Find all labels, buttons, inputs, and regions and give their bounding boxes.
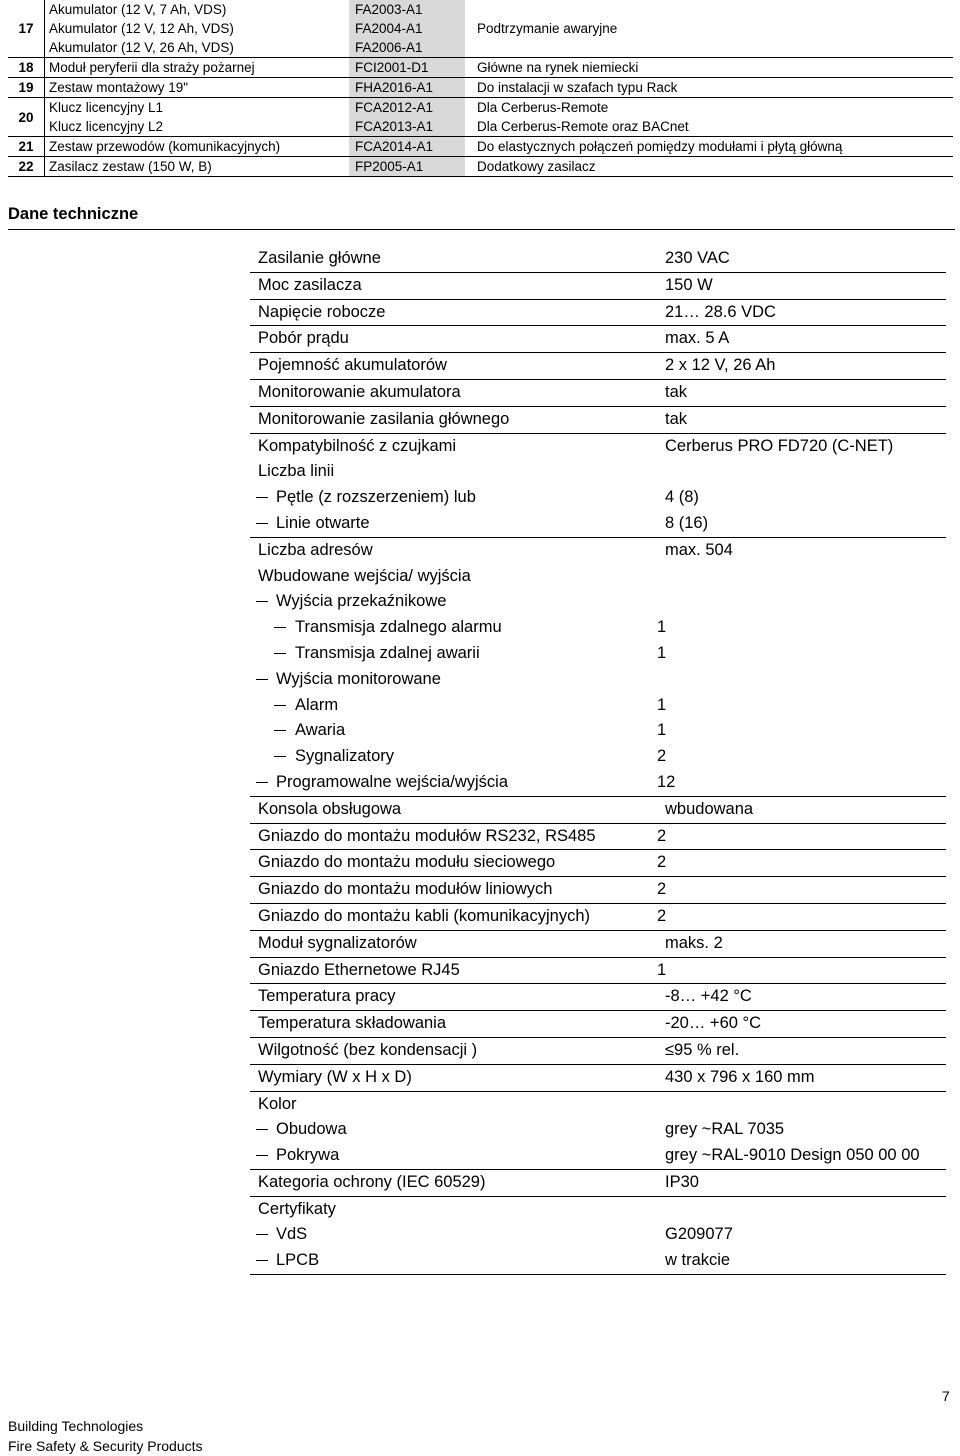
spec-row [250,1065,946,1092]
spec-label: Kolor [258,1094,297,1113]
spec-value: maks. 2 [665,933,723,952]
part-name-line: Akumulator (12 V, 26 Ah, VDS) [49,40,234,55]
spec-value: G209077 [665,1225,733,1244]
bullet-dash [274,730,286,731]
technical-data-table [250,246,946,1275]
part-description [465,157,953,177]
footer-division: Fire Safety & Security Products [8,1438,203,1454]
part-code-line: FCA2014-A1 [355,139,434,154]
part-code-line: FCI2001-D1 [355,60,429,75]
part-name-line: Zestaw przewodów (komunikacyjnych) [49,139,281,154]
spec-label: Moc zasilacza [258,275,362,294]
spec-value: IP30 [665,1172,699,1191]
part-code-line: FCA2013-A1 [355,119,434,134]
spec-label: Monitorowanie zasilania głównego [258,409,510,428]
part-name-line: Akumulator (12 V, 12 Ah, VDS) [49,21,234,36]
spec-row [250,1092,946,1118]
spec-value: 230 VAC [665,249,730,267]
spec-label: Wbudowane wejścia/ wyjścia [258,566,471,585]
spec-label: Kompatybilność z czujkami [258,436,457,455]
part-description-line: Podtrzymanie awaryjne [477,21,618,36]
bullet-dash [256,1260,268,1261]
part-code-line: FA2004-A1 [355,21,423,36]
part-description [465,78,953,98]
spec-value: 12 [657,772,676,791]
part-code [349,58,465,78]
spec-label: Alarm [295,695,339,714]
spec-label: Kategoria ochrony (IEC 60529) [258,1172,486,1191]
spec-row [250,770,946,797]
spec-row [250,1170,946,1197]
spec-label: Zasilanie główne [258,249,381,267]
spec-label: LPCB [276,1251,320,1270]
spec-row [250,380,946,407]
spec-value: 2 [657,826,667,845]
part-name [45,0,350,58]
spec-value: 150 W [665,275,713,294]
spec-label: Wilgotność (bez kondensacji ) [258,1040,478,1059]
part-code-line: FA2003-A1 [355,2,423,17]
spec-value: 2 x 12 V, 26 Ah [665,356,776,375]
part-description [465,98,953,137]
spec-label: Linie otwarte [276,513,370,532]
spec-label: Gniazdo do montażu modułów RS232, RS485 [258,826,596,845]
spec-label: Wymiary (W x H x D) [258,1067,412,1086]
part-name [45,98,350,137]
spec-label: Wyjścia monitorowane [276,669,441,688]
spec-value: wbudowana [665,799,754,818]
spec-label: Transmisja zdalnej awarii [295,643,480,662]
spec-row [250,273,946,300]
spec-label: Sygnalizatory [295,747,395,766]
part-row [8,98,953,137]
spec-label: VdS [276,1225,308,1244]
part-number: 20 [8,98,45,137]
footer-company: Building Technologies [8,1418,144,1434]
part-code-line: FP2005-A1 [355,159,424,174]
part-description-line: Do instalacji w szafach typu Rack [477,80,678,95]
spec-label: Liczba linii [258,462,335,481]
accessories-table [8,0,953,177]
part-code-line: FCA2012-A1 [355,100,434,115]
spec-row [250,984,946,1011]
spec-label: Programowalne wejścia/wyjścia [276,772,508,791]
spec-row [250,1117,946,1143]
spec-label: Wyjścia przekaźnikowe [276,592,447,611]
part-row [8,0,953,58]
spec-row [250,1011,946,1038]
part-name [45,157,350,177]
bullet-dash [274,653,286,654]
part-number: 22 [8,157,45,177]
spec-label: Moduł sygnalizatorów [258,933,417,952]
part-name [45,58,350,78]
spec-value: ≤95 % rel. [665,1040,740,1059]
spec-row [250,1038,946,1065]
spec-value: -8… +42 °C [665,987,752,1006]
bullet-dash [256,601,268,602]
bullet-dash [256,1155,268,1156]
part-description-line: Główne na rynek niemiecki [477,60,639,75]
part-code [349,0,465,58]
spec-value: w trakcie [665,1251,731,1270]
spec-row [250,353,946,380]
spec-row [250,904,946,931]
spec-label: Liczba adresów [258,540,373,559]
bullet-dash [274,756,286,757]
spec-row [250,931,946,958]
part-name-line: Klucz licencyjny L1 [49,100,164,115]
bullet-dash [256,1129,268,1130]
spec-label: Monitorowanie akumulatora [258,382,461,401]
spec-label: Temperatura składowania [258,1014,447,1033]
spec-row [250,667,946,693]
part-number: 19 [8,78,45,98]
spec-label: Gniazdo Ethernetowe RJ45 [258,960,460,979]
bullet-dash [256,1234,268,1235]
spec-value: tak [665,382,688,401]
spec-row [250,459,946,485]
spec-value: 21… 28.6 VDC [665,302,776,321]
spec-value: max. 504 [665,540,733,559]
spec-row [250,538,946,564]
spec-value: 8 (16) [665,513,709,532]
spec-row [250,877,946,904]
spec-value: 430 x 796 x 160 mm [665,1067,815,1086]
spec-label: Certyfikaty [258,1199,336,1218]
spec-row [250,615,946,641]
part-row [8,78,953,98]
spec-value: 2 [657,853,667,872]
spec-value: 1 [657,643,667,662]
spec-label: Temperatura pracy [258,987,396,1006]
spec-label: Pętle (z rozszerzeniem) lub [276,488,476,507]
part-row [8,157,953,177]
part-name [45,78,350,98]
part-name-line: Akumulator (12 V, 7 Ah, VDS) [49,2,227,17]
spec-label: Pobór prądu [258,329,349,348]
part-description-line: Dla Cerberus-Remote [477,100,609,115]
spec-row [250,1222,946,1248]
spec-row [250,434,946,460]
spec-label: Konsola obsługowa [258,799,402,818]
spec-label: Gniazdo do montażu kabli (komunikacyjnych) [258,906,590,925]
spec-value: -20… +60 °C [665,1014,762,1033]
spec-row [250,824,946,851]
spec-row [250,300,946,327]
bullet-dash [274,627,286,628]
part-description [465,0,953,58]
footer [8,1416,203,1456]
bullet-dash [274,705,286,706]
spec-label: Pokrywa [276,1146,340,1165]
part-name-line: Zestaw montażowy 19" [49,80,189,95]
part-code-line: FHA2016-A1 [355,80,434,95]
spec-row [250,246,946,273]
spec-value: 2 [657,747,667,766]
spec-value: 1 [657,960,667,979]
spec-label: Obudowa [276,1120,347,1139]
page-number: 7 [942,1388,950,1404]
part-code [349,98,465,137]
part-code [349,137,465,157]
spec-row [250,797,946,824]
spec-row [250,1197,946,1223]
spec-row [250,511,946,538]
spec-label: Awaria [295,721,346,740]
part-code [349,157,465,177]
spec-value: grey ~RAL-9010 Design 050 00 00 [665,1146,920,1165]
spec-value: tak [665,409,688,428]
part-name [45,137,350,157]
part-number: 18 [8,58,45,78]
spec-label: Gniazdo do montażu modułów liniowych [258,880,553,899]
part-description-line: Do elastycznych połączeń pomiędzy modułami i płytą główną [477,139,843,154]
spec-label: Gniazdo do montażu modułu sieciowego [258,853,556,872]
spec-row [250,407,946,434]
spec-value: 1 [657,721,667,740]
spec-row [250,641,946,667]
bullet-dash [256,679,268,680]
bullet-dash [256,782,268,783]
spec-label: Napięcie robocze [258,302,386,321]
spec-value: 4 (8) [665,488,699,507]
section-title: Dane techniczne [8,202,955,230]
part-number: 17 [8,0,45,58]
bullet-dash [256,523,268,524]
part-number: 21 [8,137,45,157]
spec-value: Cerberus PRO FD720 (C-NET) [665,436,894,455]
spec-row [250,693,946,719]
spec-value: 1 [657,695,667,714]
spec-row [250,589,946,615]
part-name-line: Zasilacz zestaw (150 W, B) [49,159,212,174]
spec-row [250,564,946,590]
spec-label: Pojemność akumulatorów [258,356,447,375]
part-name-line: Klucz licencyjny L2 [49,119,164,134]
spec-label: Transmisja zdalnego alarmu [295,618,502,637]
part-description-line: Dodatkowy zasilacz [477,159,596,174]
spec-row [250,958,946,985]
spec-value: grey ~RAL 7035 [665,1120,785,1139]
part-name-line: Moduł peryferii dla straży pożarnej [49,60,255,75]
spec-value: 2 [657,880,667,899]
spec-row [250,718,946,744]
part-row [8,58,953,78]
bullet-dash [256,497,268,498]
part-description-line: Dla Cerberus-Remote oraz BACnet [477,119,689,134]
spec-row [250,850,946,877]
spec-value: 2 [657,906,667,925]
spec-row [250,1248,946,1275]
spec-row [250,1143,946,1170]
part-code [349,78,465,98]
spec-row [250,744,946,770]
spec-row [250,485,946,511]
part-description [465,58,953,78]
spec-value: max. 5 A [665,329,730,348]
part-row [8,137,953,157]
part-description [465,137,953,157]
spec-value: 1 [657,618,667,637]
spec-row [250,326,946,353]
part-code-line: FA2006-A1 [355,40,423,55]
